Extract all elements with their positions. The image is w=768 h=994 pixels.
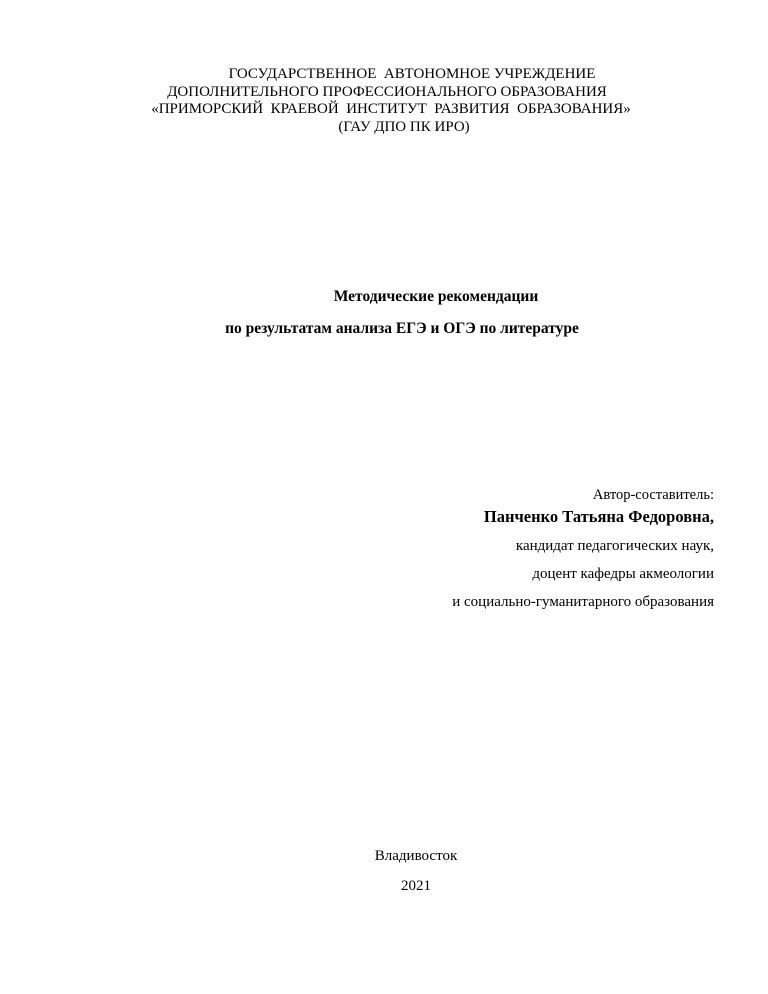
document-title bbox=[0, 287, 768, 339]
header-line-1: ГОСУДАРСТВЕННОЕ АВТОНОМНОЕ УЧРЕЖДЕНИЕ bbox=[228, 66, 596, 82]
author-degree: кандидат педагогических наук, bbox=[515, 538, 714, 554]
document-footer bbox=[0, 846, 768, 896]
header-line-2: ДОПОЛНИТЕЛЬНОГО ПРОФЕССИОНАЛЬНОГО ОБРАЗОВАНИЯ bbox=[167, 83, 607, 100]
author-block bbox=[452, 486, 714, 612]
header-line-3: «ПРИМОРСКИЙ КРАЕВОЙ ИНСТИТУТ РАЗВИТИЯ ОБРАЗОВАНИЯ» bbox=[151, 101, 631, 117]
author-name: Панченко Татьяна Федоровна, bbox=[483, 507, 714, 526]
title-line-1: Методические рекомендации bbox=[333, 288, 539, 305]
institution-header bbox=[0, 66, 768, 136]
author-label: Автор-составитель: bbox=[592, 487, 714, 503]
author-position: доцент кафедры акмеологии bbox=[532, 566, 714, 582]
author-department: и социально-гуманитарного образования bbox=[452, 594, 714, 610]
city: Владивосток bbox=[374, 848, 458, 864]
year: 2021 bbox=[401, 878, 431, 894]
title-line-2: по результатам анализа ЕГЭ и ОГЭ по литературе bbox=[225, 320, 579, 337]
header-line-4: (ГАУ ДПО ПК ИРО) bbox=[338, 118, 470, 135]
